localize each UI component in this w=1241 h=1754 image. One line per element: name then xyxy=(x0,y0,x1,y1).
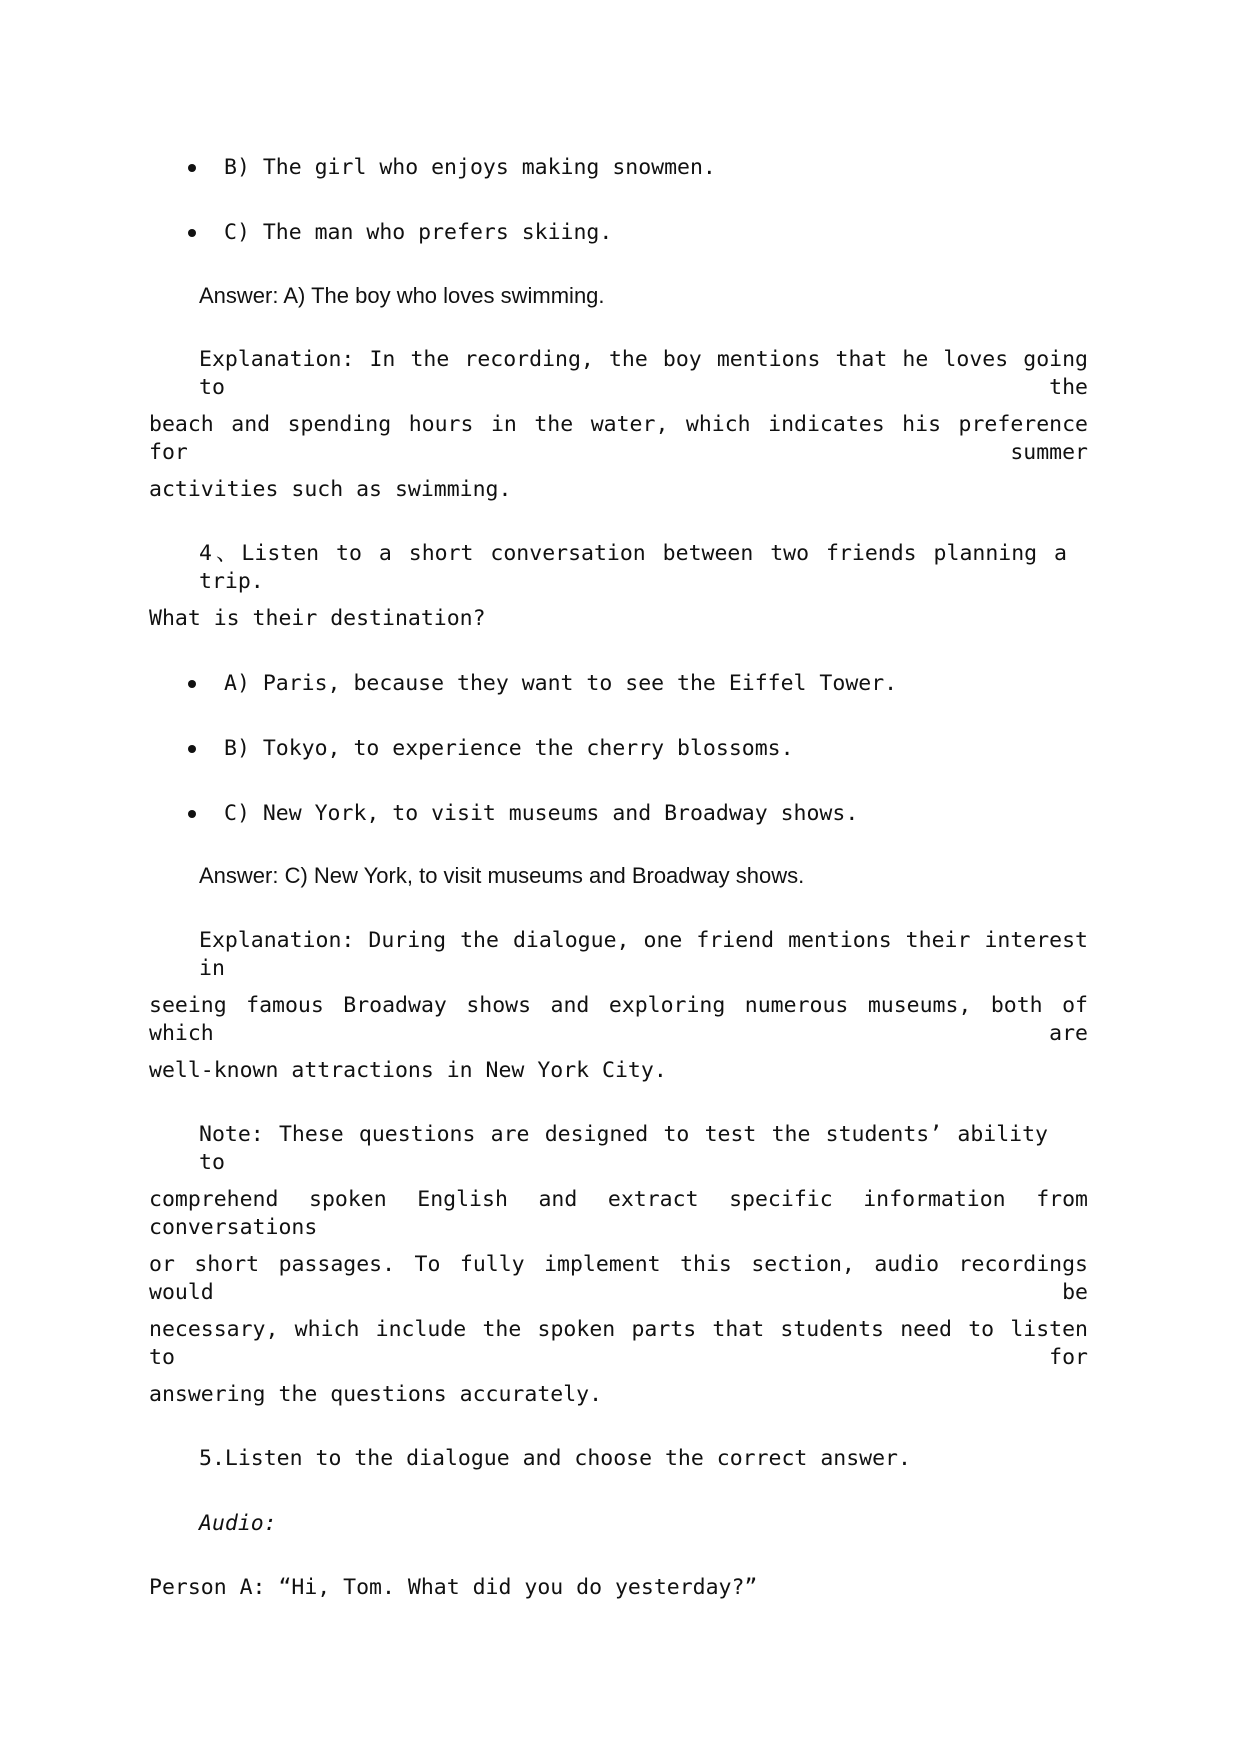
bullet-icon xyxy=(188,745,196,753)
option-3b: B) The girl who enjoys making snowmen. xyxy=(224,155,716,180)
explanation-4-line-3: well-known attractions in New York City. xyxy=(149,1058,667,1083)
dialogue-person-a: Person A: “Hi, Tom. What did you do yesterday?” xyxy=(149,1575,758,1600)
option-4b: B) Tokyo, to experience the cherry blossoms. xyxy=(224,736,794,761)
explanation-3-line-3: activities such as swimming. xyxy=(149,477,512,502)
bullet-icon xyxy=(188,680,196,688)
bullet-icon xyxy=(188,164,196,172)
note-line-3: or short passages. To fully implement this section, audio recordings would be xyxy=(149,1252,1088,1305)
answer-3: Answer: A) The boy who loves swimming. xyxy=(199,283,605,308)
option-4c: C) New York, to visit museums and Broadway shows. xyxy=(224,801,859,826)
answer-4: Answer: C) New York, to visit museums and Broadway shows. xyxy=(199,863,805,888)
bullet-icon xyxy=(188,229,196,237)
note-line-1: Note: These questions are designed to test the students’ ability to xyxy=(199,1122,1048,1175)
explanation-3-line-1: Explanation: In the recording, the boy mentions that he loves going to the xyxy=(199,347,1088,400)
note-line-5: answering the questions accurately. xyxy=(149,1382,603,1407)
note-line-2: comprehend spoken English and extract specific information from conversations xyxy=(149,1187,1088,1240)
explanation-3-line-2: beach and spending hours in the water, which indicates his preference for summer xyxy=(149,412,1088,465)
bullet-icon xyxy=(188,810,196,818)
explanation-4-line-2: seeing famous Broadway shows and exploring numerous museums, both of which are xyxy=(149,993,1088,1046)
question-4-line-1: 4、Listen to a short conversation between two friends planning a trip. xyxy=(199,541,1067,594)
question-4-line-2: What is their destination? xyxy=(149,606,486,631)
audio-label: Audio: xyxy=(199,1511,277,1536)
note-line-4: necessary, which include the spoken parts that students need to listen to for xyxy=(149,1317,1088,1370)
explanation-4-line-1: Explanation: During the dialogue, one friend mentions their interest in xyxy=(199,928,1088,981)
option-4a: A) Paris, because they want to see the Eiffel Tower. xyxy=(224,671,898,696)
question-5: 5.Listen to the dialogue and choose the correct answer. xyxy=(199,1446,911,1471)
option-3c: C) The man who prefers skiing. xyxy=(224,220,613,245)
